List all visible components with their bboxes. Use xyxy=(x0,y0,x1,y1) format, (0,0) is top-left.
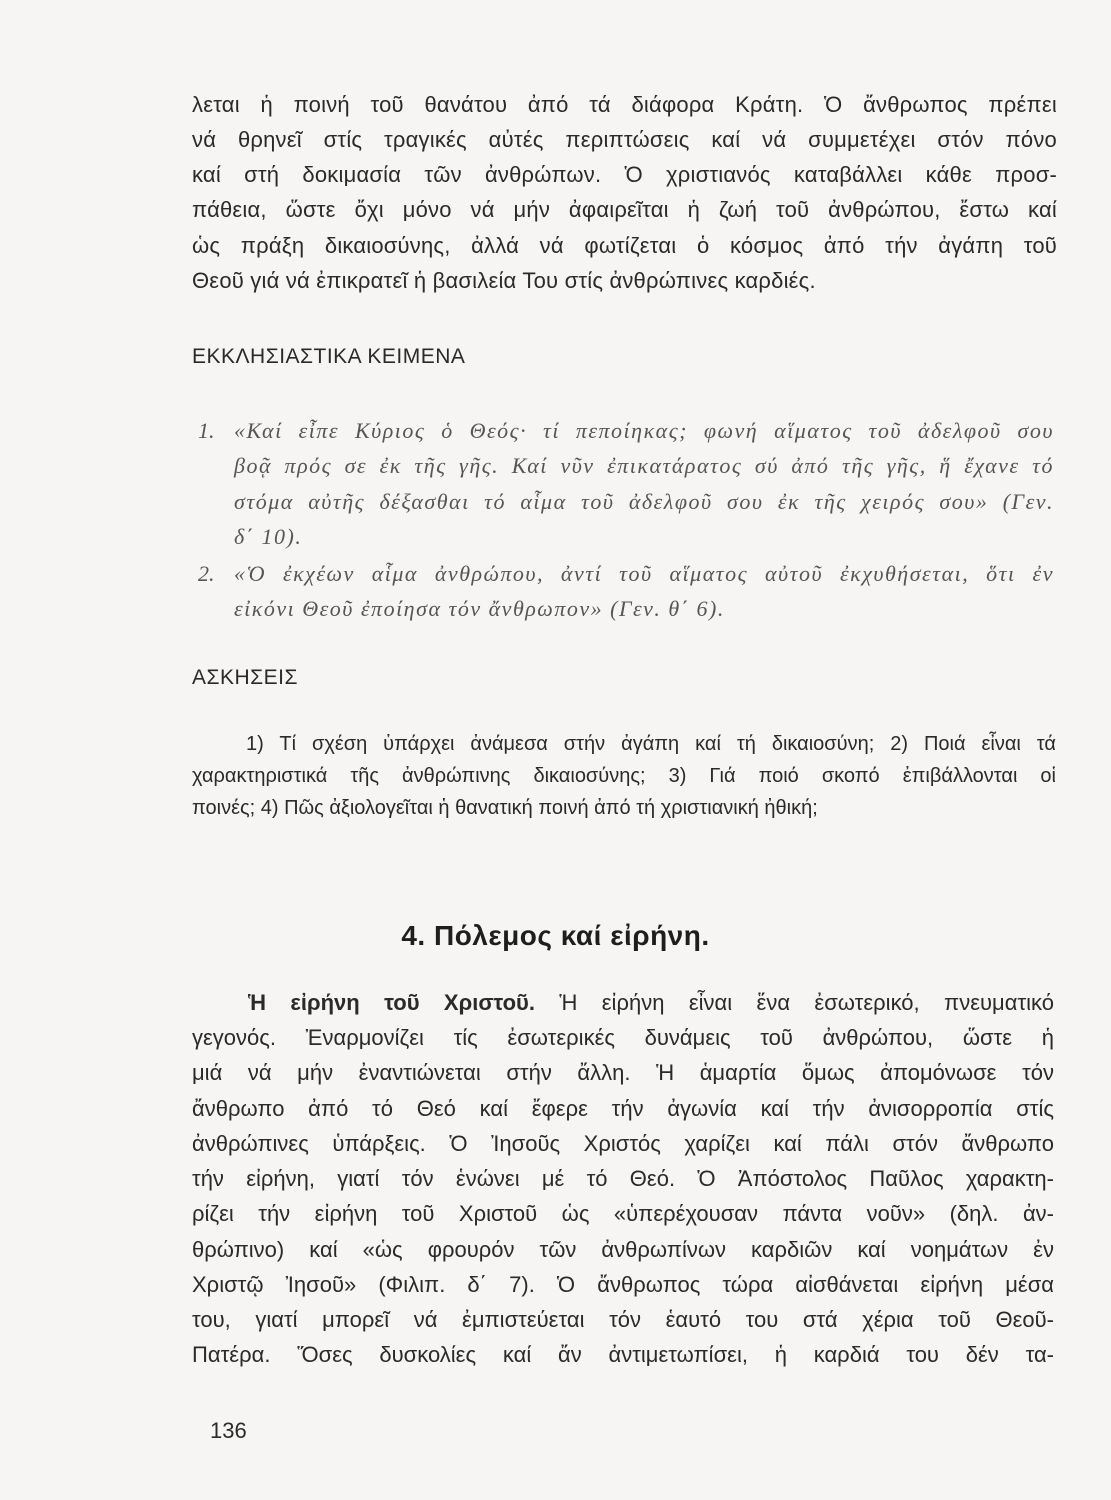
quote-line: δ΄ 10). xyxy=(234,524,303,549)
section-line: ρίζει τήν εἰρήνη τοῦ Χριστοῦ ὡς «ὑπερέχουσαν πάντα νοῦν» (δηλ. ἀν- xyxy=(192,1201,1054,1226)
quote-line: «Καί εἶπε Κύριος ὁ Θεός· τί πεποίηκας; φωνή αἵματος τοῦ ἀδελφοῦ σου xyxy=(234,418,1054,443)
intro-line: λεται ἡ ποινή τοῦ θανάτου ἀπό τά διάφορα Κράτη. Ὁ ἄνθρωπος πρέπει xyxy=(192,92,1057,117)
intro-line: νά θρηνεῖ στίς τραγικές αὐτές περιπτώσεις καί νά συμμετέχει στόν πόνο xyxy=(192,127,1057,152)
section-line: ἄνθρωπο ἀπό τό Θεό καί ἔφερε τήν ἀγωνία καί τήν ἀνισορροπία στίς xyxy=(192,1096,1054,1121)
quote-line: «Ὁ ἐκχέων αἷμα ἀνθρώπου, ἀντί τοῦ αἵματος αὐτοῦ ἐκχυθήσεται, ὅτι ἐν xyxy=(234,561,1054,586)
texts-heading: ΕΚΚΛΗΣΙΑΣΤΙΚΑ ΚΕΙΜΕΝΑ xyxy=(192,345,466,368)
exercise-line: χαρακτηριστικά τῆς ἀνθρώπινης δικαιοσύνης; 3) Γιά ποιό σκοπό ἐπιβάλλονται οἱ xyxy=(192,765,1056,787)
section-line: γεγονός. Ἐναρμονίζει τίς ἐσωτερικές δυνάμεις τοῦ ἀνθρώπου, ὥστε ἡ xyxy=(192,1025,1054,1050)
section-line: ἀνθρώπινες ὑπάρξεις. Ὁ Ἰησοῦς Χριστός χαρίζει καί πάλι στόν ἄνθρωπο xyxy=(192,1131,1054,1156)
section-first-line xyxy=(248,990,1054,1016)
quote-line: βοᾷ πρός σε ἐκ τῆς γῆς. Καί νῦν ἐπικατάρατος σύ ἀπό τῆς γῆς, ἥ ἔχανε τό xyxy=(234,453,1054,478)
quote-line: εἰκόνι Θεοῦ ἐποίησα τόν ἄνθρωπον» (Γεν. θ΄ 6). xyxy=(234,596,725,621)
section-line: θρώπινο) καί «ὡς φρουρόν τῶν ἀνθρωπίνων καρδιῶν καί νοημάτων ἐν xyxy=(192,1237,1054,1262)
quote-number: 2. xyxy=(198,561,215,586)
intro-line: ὡς πράξη δικαιοσύνης, ἀλλά νά φωτίζεται ὁ κόσμος ἀπό τήν ἀγάπη τοῦ xyxy=(192,233,1057,258)
exercise-line: ποινές; 4) Πῶς ἀξιολογεῖται ἡ θανατική ποινή ἀπό τή χριστιανική ἠθική; xyxy=(192,797,818,819)
exercises-heading: ΑΣΚΗΣΕΙΣ xyxy=(192,666,298,689)
intro-line: πάθεια, ὥστε ὄχι μόνο νά μήν ἀφαιρεῖται ἡ ζωή τοῦ ἀνθρώπου, ἔστω καί xyxy=(192,197,1057,222)
section-first-rest: Ἡ εἰρήνη εἶναι ἕνα ἐσωτερικό, πνευματικό xyxy=(559,990,1054,1015)
intro-line: Θεοῦ γιά νά ἐπικρατεῖ ἡ βασιλεία Του στίς ἀνθρώπινες καρδιές. xyxy=(192,268,816,293)
section-line: Πατέρα. Ὅσες δυσκολίες καί ἄν ἀντιμετωπίσει, ἡ καρδιά του δέν τα- xyxy=(192,1342,1054,1367)
quote-number: 1. xyxy=(198,418,215,443)
exercise-line: 1) Τί σχέση ὑπάρχει ἀνάμεσα στήν ἀγάπη καί τή δικαιοσύνη; 2) Ποιά εἶναι τά xyxy=(246,733,1056,755)
section-lead: Ἡ εἰρήνη τοῦ Χριστοῦ. xyxy=(248,990,535,1015)
chapter-title: 4. Πόλεμος καί εἰρήνη. xyxy=(401,920,710,951)
section-line: τήν εἰρήνη, γιατί τόν ἑνώνει μέ τό Θεό. Ὁ Ἀπόστολος Παῦλος χαρακτη- xyxy=(192,1166,1054,1191)
section-line: του, γιατί μπορεῖ νά ἐμπιστεύεται τόν ἑαυτό του στά χέρια τοῦ Θεοῦ- xyxy=(192,1307,1054,1332)
section-line: Χριστῷ Ἰησοῦ» (Φιλιπ. δ΄ 7). Ὁ ἄνθρωπος τώρα αἰσθάνεται εἰρήνη μέσα xyxy=(192,1272,1054,1297)
section-line: μιά νά μήν ἐναντιώνεται στήν ἄλλη. Ἡ ἁμαρτία ὅμως ἀπομόνωσε τόν xyxy=(192,1060,1054,1085)
quote-line: στόμα αὐτῆς δέξασθαι τό αἷμα τοῦ ἀδελφοῦ σου ἐκ τῆς χειρός σου» (Γεν. xyxy=(234,489,1054,514)
page-number: 136 xyxy=(210,1418,247,1443)
intro-line: καί στή δοκιμασία τῶν ἀνθρώπων. Ὁ χριστιανός καταβάλλει κάθε προσ- xyxy=(192,162,1057,187)
